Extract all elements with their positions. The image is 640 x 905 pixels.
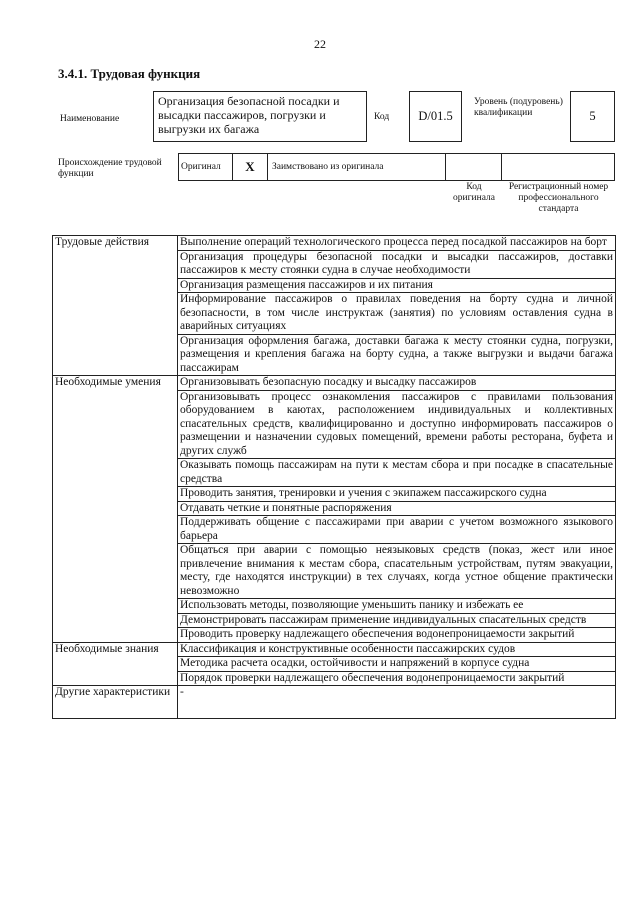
table-row	[53, 376, 616, 391]
knowledge-item: Порядок проверки надлежащего обеспечения водонепроницаемости закрытий	[178, 671, 616, 686]
code-value: D/01.5	[409, 91, 462, 142]
code-original-label: Код оригинала	[453, 182, 495, 203]
skill-item: Организовывать безопасную посадку и высадку пассажиров	[178, 376, 616, 391]
function-table	[52, 235, 616, 719]
skill-item: Демонстрировать пассажирам применение индивидуальных спасательных средств	[178, 613, 616, 628]
code-original-cell	[446, 154, 502, 180]
labor-action-item: Организация размещения пассажиров и их питания	[178, 278, 616, 293]
origin-row	[178, 153, 615, 181]
table-row	[53, 686, 616, 719]
page-number: 22	[314, 37, 326, 51]
table-row	[53, 236, 616, 251]
labor-action-item: Информирование пассажиров о правилах поведения на борту судна и личной безопасности, в том числе инструктаж (занятия) по условиям оставления судна в аварийных ситуациях	[178, 293, 616, 335]
knowledge-item: Методика расчета осадки, остойчивости и напряжений в корпусе судна	[178, 657, 616, 672]
level-value: 5	[570, 91, 615, 142]
reg-number-label: Регистрационный номер профессионального стандарта	[508, 182, 609, 214]
borrowed-label: Заимствовано из оригинала	[268, 154, 446, 180]
labor-actions-label: Трудовые действия	[53, 236, 178, 376]
knowledge-label: Необходимые знания	[53, 642, 178, 686]
skill-item: Общаться при аварии с помощью неязыковых средств (показ, жест или иное привлечение внимания к местам сбора, спасательным устройствам, путям эвакуации, месту, где находятся инструкции) в тех случаях, когда устное общение практически невозможно	[178, 544, 616, 599]
original-mark: X	[233, 154, 268, 180]
other-value: -	[178, 686, 616, 719]
skill-item: Проводить проверку надлежащего обеспечения водонепроницаемости закрытий	[178, 628, 616, 643]
skill-item: Проводить занятия, тренировки и учения с экипажем пассажирского судна	[178, 487, 616, 502]
origin-label: Происхождение трудовой функции	[58, 158, 162, 179]
skill-item: Использовать методы, позволяющие уменьшить панику и избежать ее	[178, 599, 616, 614]
section-title: 3.4.1. Трудовая функция	[58, 66, 201, 81]
skill-item: Поддерживать общение с пассажирами при аварии с учетом возможного языкового барьера	[178, 516, 616, 544]
skill-item: Организовывать процесс ознакомления пассажиров с правилами пользования оборудованием в каютах, расположением индивидуальных и коллективных спасательных средств, квалифицированно и доступно информировать пассажиров о размещении и назначении судовых помещений, времени работы ресторана, буфета и других служб	[178, 390, 616, 459]
original-label: Оригинал	[179, 154, 233, 180]
labor-action-item: Организация процедуры безопасной посадки и высадки пассажиров, доставки пассажиров к месту стоянки судна в случае необходимости	[178, 250, 616, 278]
level-label: Уровень (подуровень) квалификации	[474, 97, 563, 118]
other-label: Другие характеристики	[53, 686, 178, 719]
skills-label: Необходимые умения	[53, 376, 178, 643]
name-label: Наименование	[60, 114, 120, 124]
knowledge-item: Классификация и конструктивные особенности пассажирских судов	[178, 642, 616, 657]
code-label: Код	[374, 112, 390, 122]
labor-action-item: Выполнение операций технологического процесса перед посадкой пассажиров на борт	[178, 236, 616, 251]
skill-item: Отдавать четкие и понятные распоряжения	[178, 501, 616, 516]
name-value: Организация безопасной посадки и высадки пассажиров, погрузки и выгрузки их багажа	[153, 91, 367, 142]
skill-item: Оказывать помощь пассажирам на пути к местам сбора и при посадке в спасательные средства	[178, 459, 616, 487]
reg-number-cell	[502, 154, 614, 180]
labor-action-item: Организация оформления багажа, доставки багажа к месту стоянки судна, погрузки, размещения и крепления багажа на борту судна, а также выгрузки и выдачи багажа пассажирам	[178, 334, 616, 376]
table-row	[53, 642, 616, 657]
